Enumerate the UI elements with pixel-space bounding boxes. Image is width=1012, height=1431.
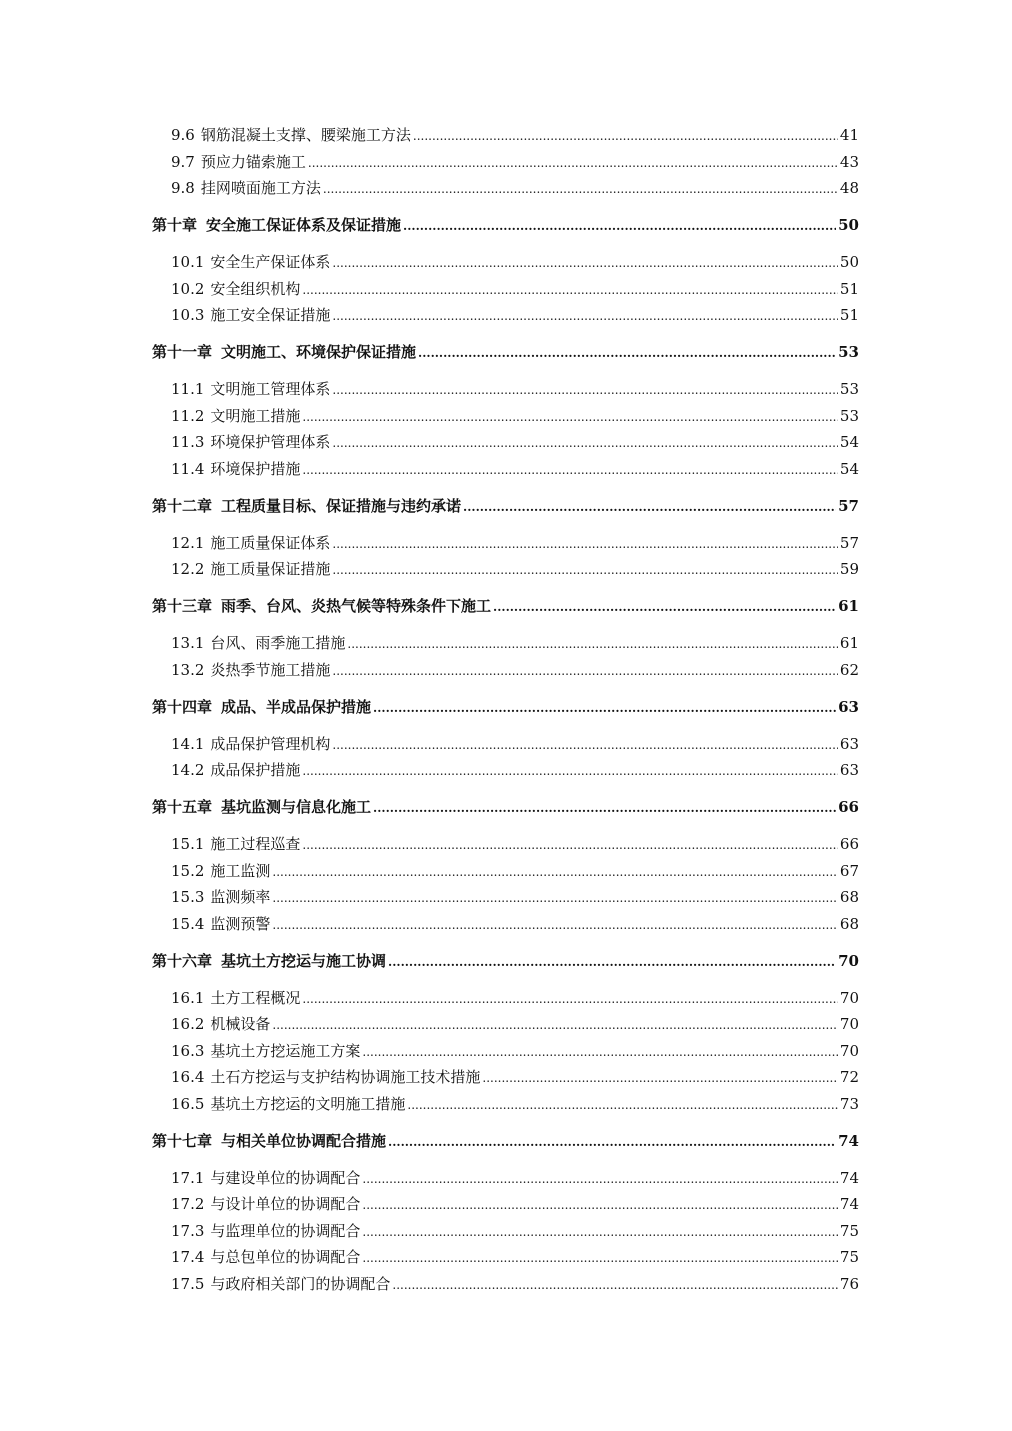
toc-entry-number: 第十七章: [152, 1132, 213, 1150]
dot-leader: [362, 1166, 837, 1192]
dot-leader: [332, 531, 837, 557]
toc-entry-title: 挂网喷面施工方法: [200, 179, 321, 197]
toc-entry-label: [171, 429, 330, 455]
toc-page-number: 41: [839, 126, 859, 144]
toc-entry-title: 安全组织机构: [210, 280, 301, 298]
toc-entry-label: [171, 276, 300, 302]
toc-entry-number: 13.1: [171, 634, 205, 652]
dot-leader: [407, 1092, 837, 1118]
toc-entry-number: 第十章: [152, 216, 198, 234]
toc-entry-number: 9.8: [171, 179, 195, 197]
dot-leader: [272, 912, 837, 938]
toc-section-entry[interactable]: [171, 985, 859, 1011]
toc-entry-label: [171, 249, 330, 275]
toc-entry-title: 施工监测: [210, 862, 271, 880]
toc-entry-number: 13.2: [171, 661, 205, 679]
toc-section-entry[interactable]: [171, 149, 859, 175]
toc-section-entry[interactable]: [171, 122, 859, 148]
dot-leader: [373, 695, 836, 721]
toc-entry-label: [171, 1038, 360, 1064]
dot-leader: [388, 1129, 836, 1155]
toc-entry-number: 17.2: [171, 1195, 205, 1213]
toc-page-number: 76: [839, 1275, 859, 1293]
toc-page-number: 51: [839, 280, 859, 298]
toc-entry-label: [171, 757, 300, 783]
toc-section-entry[interactable]: [171, 1011, 859, 1037]
toc-entry-title: 与设计单位的协调配合: [210, 1195, 361, 1213]
toc-entry-label: [171, 302, 330, 328]
toc-section-entry[interactable]: [171, 731, 859, 757]
dot-leader: [272, 1012, 837, 1038]
toc-page-number: 75: [839, 1222, 859, 1240]
toc-entry-label: [171, 175, 321, 201]
dot-leader: [482, 1065, 837, 1091]
toc-entry-label: [171, 831, 300, 857]
toc-entry-title: 与建设单位的协调配合: [210, 1169, 361, 1187]
dot-leader: [418, 340, 836, 366]
toc-entry-title: 土石方挖运与支护结构协调施工技术措施: [210, 1068, 481, 1086]
toc-entry-title: 基坑土方挖运施工方案: [210, 1042, 361, 1060]
toc-entry-title: 文明施工措施: [210, 407, 301, 425]
toc-page-number: 57: [838, 497, 859, 515]
toc-entry-number: 第十六章: [152, 952, 213, 970]
toc-page-number: 70: [839, 1015, 859, 1033]
toc-entry-number: 17.4: [171, 1248, 205, 1266]
toc-section-entry[interactable]: [171, 1191, 859, 1217]
toc-section-entry[interactable]: [171, 1038, 859, 1064]
toc-entry-number: 11.2: [171, 407, 205, 425]
toc-entry-title: 成品保护措施: [210, 761, 301, 779]
toc-page-number: 50: [838, 216, 859, 234]
dot-leader: [323, 176, 838, 202]
toc-entry-label: [171, 1064, 480, 1090]
toc-chapter-entry[interactable]: [152, 794, 859, 820]
toc-entry-label: [171, 884, 270, 910]
toc-entry-title: 与监理单位的协调配合: [210, 1222, 361, 1240]
toc-page-number: 62: [839, 661, 859, 679]
toc-entry-title: 工程质量目标、保证措施与违约承诺: [221, 497, 462, 515]
toc-page-number: 73: [839, 1095, 859, 1113]
toc-entry-label: [152, 948, 386, 974]
toc-entry-number: 16.1: [171, 989, 205, 1007]
dot-leader: [332, 303, 837, 329]
toc-entry-label: [171, 149, 306, 175]
toc-page-number: 57: [839, 534, 859, 552]
toc-chapter-entry[interactable]: [152, 493, 859, 519]
dot-leader: [332, 732, 837, 758]
toc-page-number: 59: [839, 560, 859, 578]
toc-page-number: 61: [839, 634, 859, 652]
toc-entry-title: 预应力锚索施工: [200, 153, 306, 171]
toc-page-number: 68: [839, 888, 859, 906]
toc-page-number: 70: [839, 989, 859, 1007]
toc-entry-number: 16.2: [171, 1015, 205, 1033]
toc-entry-title: 监测频率: [210, 888, 271, 906]
toc-page-number: 67: [839, 862, 859, 880]
toc-entry-number: 15.3: [171, 888, 205, 906]
toc-entry-title: 土方工程概况: [210, 989, 301, 1007]
toc-section-entry[interactable]: [171, 1165, 859, 1191]
toc-entry-label: [171, 1165, 360, 1191]
toc-entry-label: [171, 731, 330, 757]
toc-entry-title: 监测预警: [210, 915, 271, 933]
toc-section-entry[interactable]: [171, 249, 859, 275]
toc-entry-title: 环境保护措施: [210, 460, 301, 478]
toc-section-entry[interactable]: [171, 911, 859, 937]
toc-entry-title: 文明施工管理体系: [210, 380, 331, 398]
dot-leader: [332, 658, 837, 684]
toc-entry-label: [171, 985, 300, 1011]
toc-entry-title: 雨季、台风、炎热气候等特殊条件下施工: [221, 597, 492, 615]
toc-page-number: 70: [838, 952, 859, 970]
toc-section-entry[interactable]: [171, 276, 859, 302]
toc-entry-number: 11.4: [171, 460, 205, 478]
toc-entry-title: 台风、雨季施工措施: [210, 634, 346, 652]
toc-page-number: 53: [838, 343, 859, 361]
toc-page-number: 53: [839, 380, 859, 398]
toc-section-entry[interactable]: [171, 1271, 859, 1297]
toc-entry-label: [171, 1244, 360, 1270]
toc-entry-title: 文明施工、环境保护保证措施: [221, 343, 417, 361]
toc-section-entry[interactable]: [171, 429, 859, 455]
dot-leader: [403, 213, 836, 239]
dot-leader: [362, 1039, 837, 1065]
toc-entry-label: [171, 1091, 405, 1117]
toc-entry-title: 施工质量保证体系: [210, 534, 331, 552]
dot-leader: [302, 457, 837, 483]
dot-leader: [493, 594, 836, 620]
toc-chapter-entry[interactable]: [152, 1128, 859, 1154]
toc-entry-label: [152, 1128, 386, 1154]
toc-chapter-entry[interactable]: [152, 593, 859, 619]
toc-page-number: 74: [838, 1132, 859, 1150]
toc-section-entry[interactable]: [171, 456, 859, 482]
toc-section-entry[interactable]: [171, 757, 859, 783]
toc-chapter-entry[interactable]: [152, 694, 859, 720]
toc-entry-label: [152, 339, 416, 365]
toc-entry-title: 机械设备: [210, 1015, 271, 1033]
toc-entry-number: 第十四章: [152, 698, 213, 716]
dot-leader: [463, 494, 836, 520]
toc-section-entry[interactable]: [171, 302, 859, 328]
toc-entry-label: [171, 657, 330, 683]
toc-entry-number: 14.1: [171, 735, 205, 753]
toc-page-number: 51: [839, 306, 859, 324]
dot-leader: [332, 430, 837, 456]
toc-entry-label: [171, 911, 270, 937]
dot-leader: [347, 631, 837, 657]
toc-section-entry[interactable]: [171, 556, 859, 582]
toc-section-entry[interactable]: [171, 657, 859, 683]
toc-entry-number: 15.2: [171, 862, 205, 880]
dot-leader: [362, 1245, 837, 1271]
toc-entry-label: [171, 456, 300, 482]
dot-leader: [302, 277, 837, 303]
toc-entry-number: 第十一章: [152, 343, 213, 361]
dot-leader: [332, 557, 837, 583]
toc-page-number: 63: [838, 698, 859, 716]
toc-entry-label: [171, 1271, 390, 1297]
toc-page-number: 63: [839, 761, 859, 779]
toc-entry-title: 基坑土方挖运与施工协调: [221, 952, 387, 970]
dot-leader: [308, 150, 838, 176]
toc-page-number: 70: [839, 1042, 859, 1060]
dot-leader: [272, 859, 837, 885]
toc-entry-number: 17.1: [171, 1169, 205, 1187]
toc-entry-number: 15.1: [171, 835, 205, 853]
toc-page-number: 61: [838, 597, 859, 615]
toc-entry-label: [152, 794, 371, 820]
toc-entry-number: 16.3: [171, 1042, 205, 1060]
toc-entry-number: 17.5: [171, 1275, 205, 1293]
dot-leader: [362, 1219, 837, 1245]
toc-page-number: 53: [839, 407, 859, 425]
toc-entry-title: 基坑监测与信息化施工: [221, 798, 372, 816]
toc-entry-title: 成品、半成品保护措施: [221, 698, 372, 716]
toc-entry-number: 9.6: [171, 126, 195, 144]
dot-leader: [373, 795, 836, 821]
toc-entry-number: 第十二章: [152, 497, 213, 515]
toc-page-number: 74: [839, 1195, 859, 1213]
dot-leader: [302, 832, 837, 858]
toc-section-entry[interactable]: [171, 1218, 859, 1244]
toc-entry-title: 环境保护管理体系: [210, 433, 331, 451]
toc-entry-number: 12.2: [171, 560, 205, 578]
dot-leader: [362, 1192, 837, 1218]
toc-page-number: 75: [839, 1248, 859, 1266]
toc-entry-title: 基坑土方挖运的文明施工措施: [210, 1095, 406, 1113]
toc-page-number: 50: [839, 253, 859, 271]
toc-section-entry[interactable]: [171, 1064, 859, 1090]
toc-entry-label: [171, 630, 345, 656]
toc-entry-label: [152, 593, 491, 619]
dot-leader: [302, 758, 837, 784]
toc-entry-number: 16.4: [171, 1068, 205, 1086]
toc-entry-number: 第十五章: [152, 798, 213, 816]
dot-leader: [388, 949, 836, 975]
toc-page-number: 43: [839, 153, 859, 171]
dot-leader: [332, 377, 837, 403]
toc-entry-number: 15.4: [171, 915, 205, 933]
toc-section-entry[interactable]: [171, 884, 859, 910]
toc-page-number: 66: [838, 798, 859, 816]
toc-entry-title: 与总包单位的协调配合: [210, 1248, 361, 1266]
toc-entry-title: 钢筋混凝土支撑、腰梁施工方法: [200, 126, 411, 144]
toc-chapter-entry[interactable]: [152, 948, 859, 974]
toc-chapter-entry[interactable]: [152, 212, 859, 238]
dot-leader: [332, 250, 837, 276]
toc-entry-label: [171, 530, 330, 556]
toc-page-number: 54: [839, 460, 859, 478]
toc-entry-number: 11.1: [171, 380, 205, 398]
toc-chapter-entry[interactable]: [152, 339, 859, 365]
toc-entry-title: 炎热季节施工措施: [210, 661, 331, 679]
toc-entry-number: 第十三章: [152, 597, 213, 615]
toc-entry-number: 9.7: [171, 153, 195, 171]
dot-leader: [302, 404, 837, 430]
toc-page-number: 68: [839, 915, 859, 933]
dot-leader: [413, 123, 838, 149]
toc-entry-number: 14.2: [171, 761, 205, 779]
dot-leader: [392, 1272, 837, 1298]
toc-section-entry[interactable]: [171, 630, 859, 656]
toc-section-entry[interactable]: [171, 376, 859, 402]
dot-leader: [272, 885, 837, 911]
dot-leader: [302, 986, 837, 1012]
toc-section-entry[interactable]: [171, 831, 859, 857]
toc-entry-label: [171, 1191, 360, 1217]
toc-entry-title: 成品保护管理机构: [210, 735, 331, 753]
toc-entry-title: 施工过程巡查: [210, 835, 301, 853]
toc-entry-number: 11.3: [171, 433, 205, 451]
toc-section-entry[interactable]: [171, 858, 859, 884]
toc-entry-title: 施工安全保证措施: [210, 306, 331, 324]
toc-entry-label: [171, 1011, 270, 1037]
toc-entry-label: [171, 376, 330, 402]
toc-entry-label: [152, 212, 401, 238]
toc-entry-number: 16.5: [171, 1095, 205, 1113]
toc-entry-number: 10.3: [171, 306, 205, 324]
toc-entry-title: 与政府相关部门的协调配合: [210, 1275, 391, 1293]
toc-page-number: 66: [839, 835, 859, 853]
toc-entry-label: [152, 694, 371, 720]
toc-entry-label: [171, 122, 411, 148]
toc-entry-number: 12.1: [171, 534, 205, 552]
toc-entry-title: 安全施工保证体系及保证措施: [206, 216, 402, 234]
toc-entry-number: 17.3: [171, 1222, 205, 1240]
toc-entry-label: [171, 403, 300, 429]
toc-section-entry[interactable]: [171, 1091, 859, 1117]
toc-section-entry[interactable]: [171, 1244, 859, 1270]
toc-section-entry[interactable]: [171, 175, 859, 201]
toc-entry-title: 施工质量保证措施: [210, 560, 331, 578]
toc-entry-label: [171, 556, 330, 582]
toc-entry-label: [171, 1218, 360, 1244]
toc-page-number: 63: [839, 735, 859, 753]
toc-entry-label: [171, 858, 270, 884]
toc-entry-title: 与相关单位协调配合措施: [221, 1132, 387, 1150]
toc-page-number: 74: [839, 1169, 859, 1187]
toc-page-number: 72: [839, 1068, 859, 1086]
toc-entry-title: 安全生产保证体系: [210, 253, 331, 271]
toc-section-entry[interactable]: [171, 530, 859, 556]
toc-entry-label: [152, 493, 461, 519]
toc-entry-number: 10.1: [171, 253, 205, 271]
toc-section-entry[interactable]: [171, 403, 859, 429]
toc-entry-number: 10.2: [171, 280, 205, 298]
toc-page-number: 54: [839, 433, 859, 451]
toc-page-number: 48: [839, 179, 859, 197]
